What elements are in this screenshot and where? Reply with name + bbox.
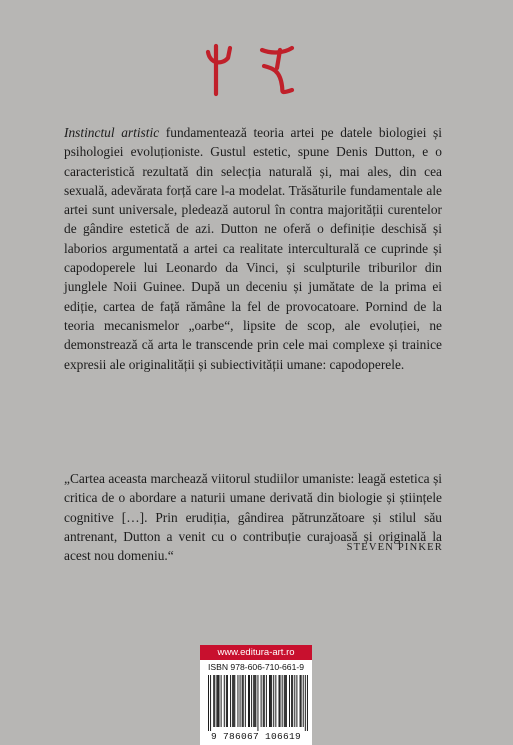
publisher-logo: [200, 38, 310, 98]
endorsement-quote: „Cartea aceasta marchează viitorul studiilor umaniste: leagă estetica și critica de o abordare a naturii umane derivată din biologie și științele cognitive […]. Prin erudiția, gândirea pătrunzătoare și stilul său antrenant, Dutton a venit cu o contribuție curajoasă și originală la acest nou domeniu.“: [64, 471, 442, 564]
barcode-panel: [200, 645, 312, 745]
rune-right-icon: [262, 48, 292, 92]
barcode-icon: [208, 675, 308, 731]
isbn-label: ISBN 978-606-710-661-9: [207, 662, 305, 672]
barcode-digits: 9 786067 106619: [210, 731, 301, 742]
rune-left-icon: [208, 46, 230, 94]
publisher-url: www.editura-art.ro: [200, 645, 312, 660]
back-cover-blurb: [64, 123, 442, 374]
quote-author: STEVEN PINKER: [346, 542, 443, 553]
book-title: Instinctul artistic: [64, 125, 160, 140]
blurb-text: fundamentează teoria artei pe datele biologiei și psihologiei evoluționiste. Gustul estetic, spune Denis Dutton, e o caracteristică rezultată din selecția naturală și, mai ales, din cea sexuală, adevărata forță care l-a modelat. Trăsăturile fundamentale ale artei sunt universale, pledează autorul în contra majorității curentelor de gândire estetică de azi. Dutton ne oferă o definiție deschisă și laborios argumentată a artei ca realitate interculturală ce cuprinde și capodoperele lui Leonardo da Vinci, și sculpturile triburilor din junglele Noii Guinee. După un deceniu și jumătate de la prima ei ediție, cartea de față rămâne la fel de provocatoare. Pornind de la teoria mecanismelor „oarbe“, lipsite de scop, ale evoluției, ne demonstrează că arta le transcende prin cele mai complexe și trainice expresii ale originalității și subiectivității umane: capodoperele.: [64, 125, 442, 372]
